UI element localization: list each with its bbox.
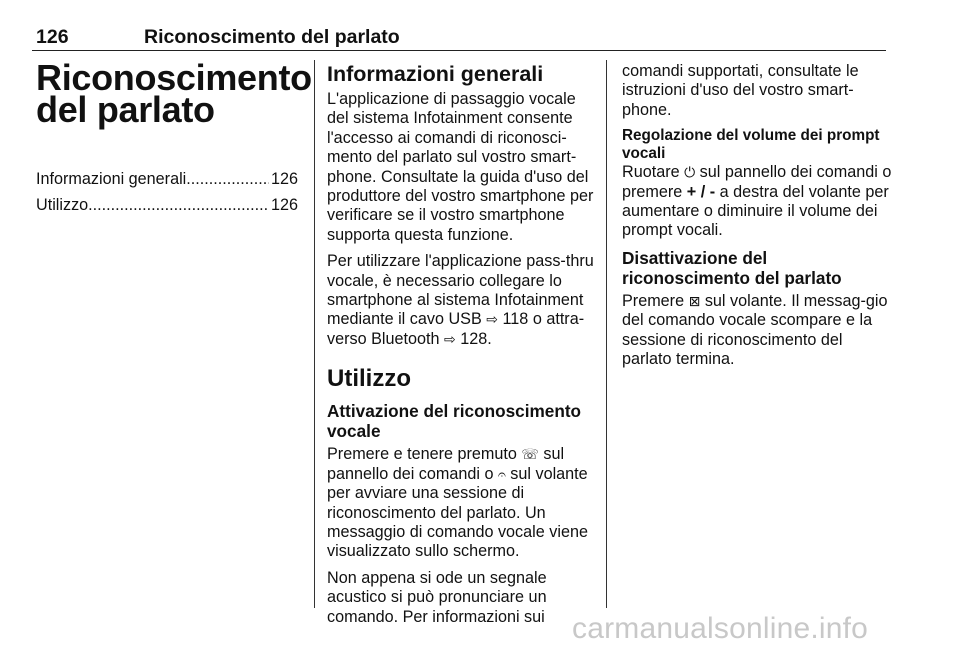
section-heading-utilizzo: Utilizzo: [327, 365, 411, 393]
paragraph: L'applicazione di passaggio vocale del sistema Infotainment consente l'accesso ai comandi di riconosci-mento del parlato sul vostro smart-phone. Consultate la guida d'uso del produttore del vostro smartphone per verificare se il vostro smartphone supporta questa funzione.: [327, 90, 594, 244]
toc-page[interactable]: 126: [270, 170, 298, 188]
paragraph: Ruotare ⏻ sul pannello dei comandi o premere + / - a destra del volante per aumentare o diminuire il volume dei prompt vocali.: [622, 163, 892, 240]
reference-arrow-icon: ⇨: [486, 311, 498, 328]
paragraph: Premere e tenere premuto ☏ sul pannello dei comandi o 𝄐 sul volante per avviare una sessione di riconoscimento del parlato. Un messaggio di comando vocale viene visualizzato sullo schermo.: [327, 445, 588, 561]
toc-entry[interactable]: [36, 168, 298, 190]
content-column-2: [327, 62, 595, 634]
page-header: [32, 22, 886, 51]
toc-leader: [88, 194, 269, 216]
paragraph: Non appena si ode un segnale acustico si può pronunciare un comando. Per informazioni sui: [327, 568, 547, 626]
subsection-heading-volume: Regolazione del volume dei prompt vocali: [622, 127, 880, 163]
column-divider: [606, 60, 607, 608]
mute-voice-icon: ⊠: [688, 292, 701, 309]
toc-label[interactable]: Utilizzo: [36, 196, 89, 214]
watermark: carmanualsonline.info: [572, 612, 869, 645]
paragraph: Premere ⊠ sul volante. Il messag-gio del comando vocale scompare e la sessione di riconoscimento del parlato termina.: [622, 291, 888, 369]
power-knob-icon: ⏻: [684, 164, 696, 181]
toc-page[interactable]: 126: [270, 196, 298, 214]
page-reference[interactable]: 128.: [460, 329, 492, 348]
toc-leader: [186, 168, 269, 190]
toc-entry[interactable]: [36, 194, 298, 216]
page-reference[interactable]: 118: [502, 310, 529, 329]
column-divider: [314, 60, 315, 608]
reference-arrow-icon: ⇨: [443, 330, 456, 347]
content-column-3: [622, 62, 892, 376]
voice-command-icon: 𝄐: [498, 465, 506, 482]
running-title: Riconoscimento del parlato: [144, 26, 400, 48]
toc-label[interactable]: Informazioni generali: [36, 170, 187, 188]
page-number: 126: [36, 26, 69, 48]
subsection-heading: Attivazione del riconoscimento vocale: [327, 401, 582, 442]
chapter-title: Riconoscimento del parlato: [36, 57, 312, 130]
subsection-heading-disable: Disattivazione del riconoscimento del parlato: [622, 247, 842, 288]
paragraph: comandi supportati, consultate le istruzioni d'uso del vostro smart-phone.: [622, 62, 859, 119]
paragraph: Per utilizzare l'applicazione pass-thru vocale, è necessario collegare lo smartphone al sistema Infotainment mediante il cavo USB ⇨ 118 o attra-verso Bluetooth ⇨ 128.: [327, 252, 594, 348]
phone-icon: ☏: [521, 446, 539, 463]
section-heading-info: Informazioni generali: [327, 62, 544, 86]
toc-column: [36, 57, 312, 220]
